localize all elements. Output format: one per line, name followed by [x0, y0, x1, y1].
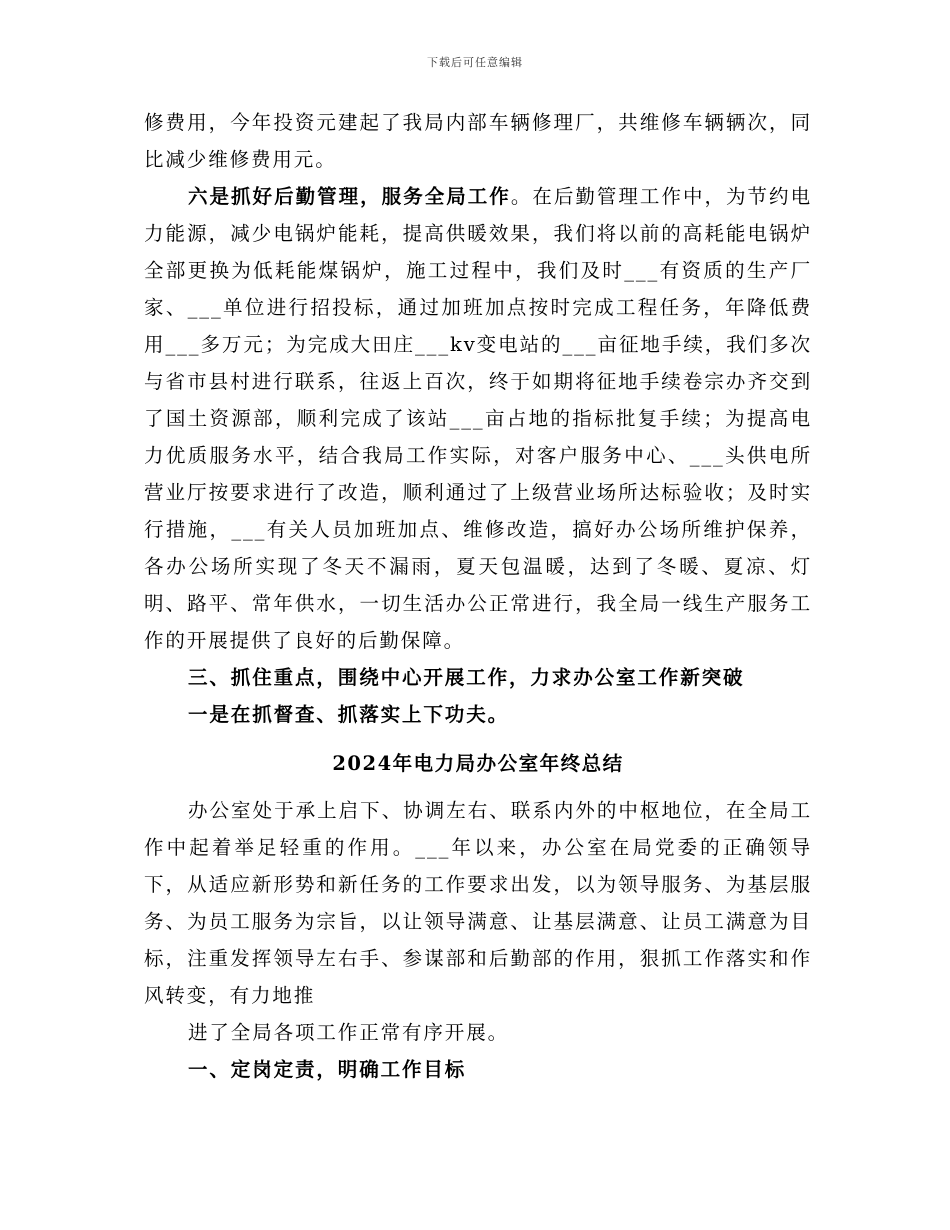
subheading-supervision: 一是在抓督查、抓落实上下功夫。: [188, 703, 510, 726]
page-header: 下载后可任意编辑: [427, 56, 523, 69]
section-heading-three: 三、抓住重点，围绕中心开展工作，力求办公室工作新突破: [188, 666, 745, 689]
paragraph-intro: 办公室处于承上启下、协调左右、联系内外的中枢地位，在全局工作中起着举足轻重的作用。___年以来，办公室在局党委的正确领导下，从适应新形势和新任务的工作要求出发，以为领导服务、为基层服务、为员工服务为宗旨，以让领导满意、让基层满意、让员工满意为目标，注重发挥领导左右手、参谋部和后勤部的作用，狠抓工作落实和作风转变，有力地推: [144, 799, 812, 1007]
logistics-text: 。在后勤管理工作中，为节约电力能源，减少电锅炉能耗，提高供暖效果，我们将以前的高耗能电锅炉全部更换为低耗能煤锅炉，施工过程中，我们及时___有资质的生产厂家、___单位进行招投标，通过加班加点按时完成工程任务，年降低费用___多万元；为完成大田庄___kv变电站的___亩征地手续，我们多次与省市县村进行联系，往返上百次，终于如期将征地手续卷宗办齐交到了国土资源部，顺利完成了该站___亩占地的指标批复手续；为提高电力优质服务水平，结合我局工作实际，对客户服务中心、___头供电所营业厅按要求进行了改造，顺利通过了上级营业场所达标验收；及时实行措施，___有关人员加班加点、维修改造，搞好办公场所维护保养，各办公场所实现了冬天不漏雨，夏天包温暖，达到了冬暖、夏凉、灯明、路平、常年供水，一切生活办公正常进行，我全局一线生产服务工作的开展提供了良好的后勤保障。: [144, 185, 812, 652]
section-heading-one: 一、定岗定责，明确工作目标: [188, 1058, 467, 1081]
paragraph-continuation: 进了全局各项工作正常有序开展。: [188, 1021, 510, 1044]
document-body: [144, 104, 812, 1088]
document-title: 2024年电力局办公室年终总结: [332, 752, 624, 775]
paragraph-repair-costs: 修费用，今年投资元建起了我局内部车辆修理厂，共维修车辆辆次，同比减少维修费用元。: [144, 111, 812, 171]
paragraph-logistics: [144, 178, 812, 659]
logistics-heading: 六是抓好后勤管理，服务全局工作: [188, 185, 511, 208]
